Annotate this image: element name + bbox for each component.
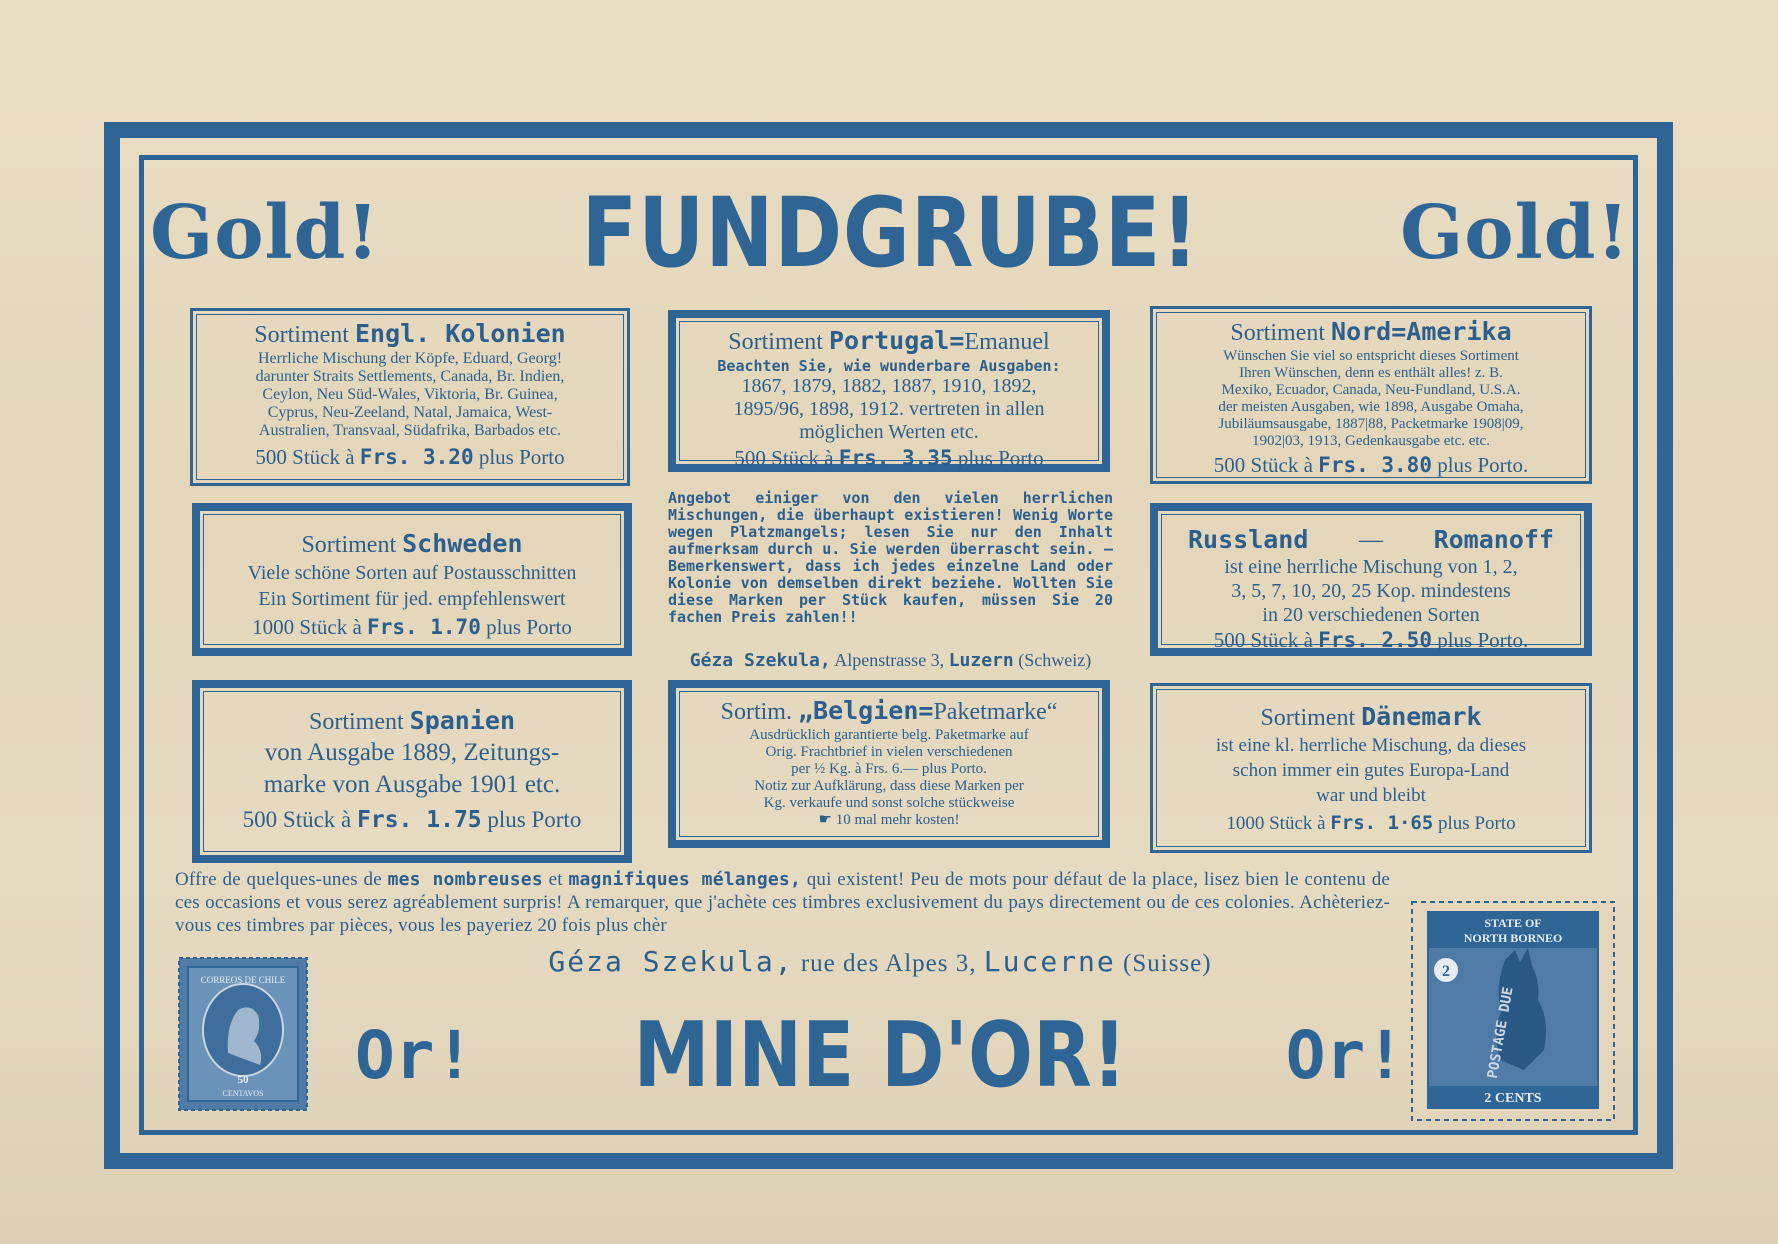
- footline-right: Or!: [1285, 1016, 1405, 1094]
- box-title: Schweden: [402, 529, 523, 558]
- box-line: Kg. verkaufe und sonst solche stückweise: [763, 795, 1015, 811]
- footline-left: Or!: [355, 1016, 475, 1094]
- box-title-prefix: Sortiment: [308, 709, 404, 735]
- box-price: 500 Stück à Frs. 2.50 plus Porto.: [1213, 628, 1529, 652]
- box-title-prefix: Sortiment: [728, 329, 823, 355]
- box-title: Spanien: [409, 706, 516, 735]
- box-line: Ceylon, Neu Süd-Wales, Viktoria, Br. Guinea,: [262, 386, 558, 403]
- box-price: 500 Stück à Frs. 3.20 plus Porto: [255, 445, 565, 469]
- headline-left: Gold!: [150, 189, 380, 276]
- box-title: Russland: [1188, 525, 1309, 554]
- box-line: ist eine kl. herrliche Mischung, da dieses: [1215, 735, 1527, 756]
- box-russland: Russland — Romanoff ist eine herrliche Mischung von 1, 2, 3, 5, 7, 10, 20, 25 Kop. mindestens in 20 verschiedenen Sorten 500 Stück à Frs. 2.50 plus Porto.: [1150, 503, 1592, 656]
- box-line: Australien, Transvaal, Südafrika, Barbados etc.: [258, 422, 562, 439]
- box-price: 500 Stück à Frs. 3.80 plus Porto.: [1213, 453, 1529, 477]
- box-title-prefix: Sortiment: [1230, 320, 1326, 346]
- box-line: 1895/96, 1898, 1912. vertreten in allen: [733, 398, 1045, 420]
- box-line: 1902|03, 1913, Gedenkausgabe etc. etc.: [1252, 433, 1490, 449]
- box-portugal: Sortiment Portugal=Emanuel Beachten Sie, wie wunderbare Ausgaben: 1867, 1879, 1882, 1887, 1910, 1892, 1895/96, 1898, 1912. vertreten in allen möglichen Werten etc. 500 Stück à Frs. 3.35 plus Porto: [668, 310, 1110, 472]
- box-engl-kolonien: [190, 308, 630, 486]
- box-line: war und bleibt: [1316, 785, 1426, 806]
- box-title: Nord=Amerika: [1331, 317, 1512, 346]
- box-title-prefix: Sortiment: [301, 532, 397, 558]
- box-title-prefix: Sortiment: [254, 322, 349, 348]
- box-price: 1000 Stück à Frs. 1·65 plus Porto: [1226, 812, 1516, 834]
- box-line: 1867, 1879, 1882, 1887, 1910, 1892,: [741, 375, 1037, 397]
- box-line: schon immer ein gutes Europa-Land: [1232, 760, 1510, 781]
- borneo-stamp-value: 2: [1442, 963, 1450, 980]
- headline-main: FUNDGRUBE!: [581, 176, 1199, 289]
- box-title: Engl. Kolonien: [354, 319, 566, 348]
- chile-stamp-image: [176, 955, 310, 1113]
- box-title-prefix: Sortiment: [1260, 705, 1356, 731]
- middle-signature: Géza Szekula, Alpenstrasse 3, Luzern (Schweiz): [689, 650, 1092, 671]
- box-line: Herrliche Mischung der Köpfe, Eduard, Georg!: [257, 350, 563, 367]
- box-line: Cyprus, Neu-Zeeland, Natal, Jamaica, West-: [267, 404, 553, 421]
- box-line: Beachten Sie, wie wunderbare Ausgaben:: [717, 357, 1061, 375]
- box-title: Dänemark: [1361, 702, 1482, 731]
- box-title: „Belgien=: [797, 696, 934, 725]
- box-line: möglichen Werten etc.: [799, 421, 979, 443]
- box-line: Notiz zur Aufklärung, dass diese Marken per: [754, 778, 1024, 794]
- box-belgien: Sortim. „Belgien=Paketmarke“ Ausdrücklich garantierte belg. Paketmarke auf Orig. Frachtbrief in vielen verschiedenen per ½ Kg. à Frs. 6.— plus Porto. Notiz zur Aufklärung, dass diese Marken per Kg. verkaufe und sonst solche stückweise ☛ 10 mal mehr kosten!: [668, 680, 1110, 848]
- box-line: 3, 5, 7, 10, 20, 25 Kop. mindestens: [1231, 580, 1511, 602]
- box-line: per ½ Kg. à Frs. 6.— plus Porto.: [791, 761, 987, 777]
- footline: [355, 1000, 1405, 1110]
- box-line: Wünschen Sie viel so entspricht dieses Sortiment: [1223, 348, 1519, 364]
- middle-offer-text: Angebot einiger von den vielen herrlichen Mischungen, die überhaupt existieren! Wenig Worte wegen Platzmangels; lesen Sie nur den Inhalt aufmerksam durch u. Sie werden überrascht sein. — Bemerkenswert, dass ich jedes einzelne Land oder Kolonie von demselben direkt beziehe. Wollten Sie diese Marken per Stück kaufen, müssen Sie 20 fachen Preis zahlen!!: [668, 489, 1113, 626]
- box-line: marke von Ausgabe 1901 etc.: [263, 771, 561, 798]
- footline-main: MINE D'OR!: [633, 1002, 1127, 1108]
- french-offer-text: Offre de quelques-unes de mes nombreuses et magnifiques mélanges, qui existent! Peu de mots pour défaut de la place, lisez bien le contenu de ces occasions et vous serez agréablement surpris! A remarquer, que j'achète ces timbres exclusivement du pays directement ou de ces colonies. Achèteriez-vous ces timbres par pièces, vous les payeriez 20 fois plus chèr: [175, 869, 1391, 936]
- box-price: 500 Stück à Frs. 3.35 plus Porto: [734, 446, 1044, 470]
- box-title-suffix: Romanoff: [1433, 525, 1554, 554]
- headline-right: Gold!: [1400, 189, 1630, 276]
- borneo-stamp-top2: NORTH BORNEO: [1463, 931, 1563, 945]
- box-spanien: [192, 680, 632, 863]
- borneo-stamp-top1: STATE OF: [1484, 916, 1542, 930]
- box-price: 500 Stück à Frs. 1.75 plus Porto: [242, 807, 582, 833]
- north-borneo-stamp-image: [1410, 900, 1616, 1122]
- borneo-stamp-overprint: POSTAGE DUE: [1484, 985, 1517, 1080]
- box-title: Portugal=: [828, 326, 965, 355]
- box-schweden: [192, 503, 632, 656]
- box-nord-amerika: [1150, 306, 1592, 484]
- headline: [150, 170, 1630, 295]
- box-line: darunter Straits Settlements, Canada, Br. Indien,: [255, 368, 565, 385]
- box-line: ☛ 10 mal mehr kosten!: [818, 812, 960, 828]
- box-line: Ein Sortiment für jed. empfehlenswert: [258, 588, 566, 610]
- borneo-stamp-bottom: 2 CENTS: [1484, 1091, 1542, 1106]
- box-daenemark: [1150, 683, 1592, 853]
- box-line: Ihren Wünschen, denn es enthält alles! z. B.: [1239, 365, 1503, 381]
- box-line: Viele schöne Sorten auf Postausschnitten: [247, 562, 577, 584]
- box-line: Mexiko, Ecuador, Canada, Neu-Fundland, U.S.A.: [1221, 382, 1521, 398]
- chile-stamp-top: CORREOS DE CHILE: [200, 975, 286, 985]
- box-title-prefix: Sortim.: [720, 699, 792, 725]
- box-line: von Ausgabe 1889, Zeitungs-: [264, 739, 560, 766]
- box-line: Ausdrücklich garantierte belg. Paketmarke auf: [749, 727, 1029, 743]
- chile-stamp-value: 50: [237, 1074, 249, 1086]
- box-line: Jubiläumsausgabe, 1887|88, Packetmarke 1908|09,: [1218, 416, 1524, 432]
- box-line: ist eine herrliche Mischung von 1, 2,: [1224, 556, 1518, 578]
- box-line: der meisten Ausgaben, wie 1898, Ausgabe Omaha,: [1218, 399, 1524, 415]
- chile-stamp-bottom: CENTAVOS: [222, 1089, 264, 1098]
- box-line: Orig. Frachtbrief in vielen verschiedenen: [765, 744, 1013, 760]
- box-price: 1000 Stück à Frs. 1.70 plus Porto: [252, 615, 572, 639]
- french-signature: Géza Szekula, rue des Alpes 3, Lucerne (Suisse): [548, 945, 1212, 978]
- box-line: in 20 verschiedenen Sorten: [1262, 604, 1480, 626]
